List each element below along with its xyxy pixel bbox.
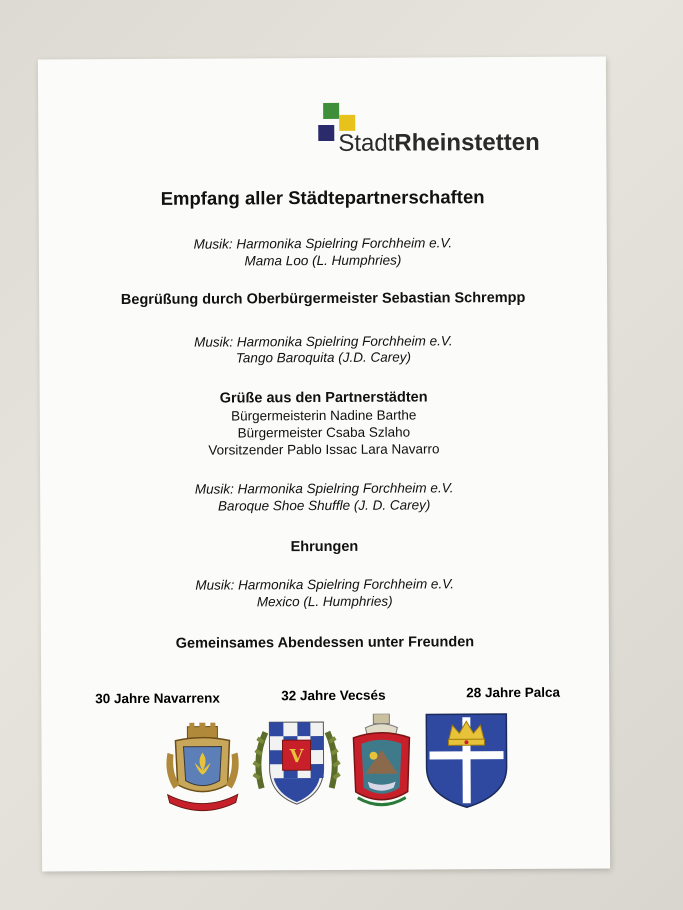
- logo-square-yellow: [339, 115, 355, 131]
- anniversary-vecses: 32 Jahre Vecsés: [281, 687, 386, 704]
- honors-heading: Ehrungen: [290, 538, 359, 556]
- navarrenx-crest-icon: [161, 722, 243, 814]
- logo-name-bold: Rheinstetten: [394, 128, 540, 157]
- logo-wordmark: [338, 129, 540, 158]
- stadt-rheinstetten-logo: [318, 102, 578, 163]
- anniversary-palca: 28 Jahre Palca: [466, 684, 561, 701]
- greeting-heading: Begrüßung durch Oberbürgermeister Sebastian Schrempp: [120, 289, 526, 309]
- partner-person-1: Bürgermeisterin Nadine Barthe: [231, 407, 417, 424]
- coats-of-arms: [161, 717, 512, 819]
- page-title: Empfang aller Städtepartnerschaften: [160, 186, 485, 209]
- partner-person-2: Bürgermeister Csaba Szlaho: [237, 424, 411, 441]
- music2-performer: Musik: Harmonika Spielring Forchheim e.V.: [194, 333, 453, 350]
- logo-square-green: [323, 103, 339, 119]
- logo-name-light: Stadt: [338, 129, 395, 157]
- music1-piece: Mama Loo (L. Humphries): [244, 252, 402, 269]
- partners-heading: Grüße aus den Partnerstädten: [219, 389, 428, 407]
- vecses-crest-letter: V: [289, 746, 304, 768]
- music1-performer: Musik: Harmonika Spielring Forchheim e.V.: [193, 235, 453, 252]
- document-page: [38, 57, 610, 872]
- music4-piece: Mexico (L. Humphries): [256, 593, 393, 610]
- vecses-crest-icon: [251, 718, 341, 812]
- anniversary-navarrenx: 30 Jahre Navarrenx: [95, 690, 220, 707]
- logo-square-navy: [318, 125, 334, 141]
- music3-performer: Musik: Harmonika Spielring Forchheim e.V.: [194, 480, 454, 497]
- partner-person-3: Vorsitzender Pablo Issac Lara Navarro: [208, 441, 440, 458]
- rheinstetten-crest-icon: [423, 711, 510, 809]
- dinner-heading: Gemeinsames Abendessen unter Freunden: [175, 634, 475, 652]
- music4-performer: Musik: Harmonika Spielring Forchheim e.V.: [195, 576, 454, 593]
- music2-piece: Tango Baroquita (J.D. Carey): [235, 349, 412, 366]
- palca-crest-icon: [343, 714, 420, 812]
- music3-piece: Baroque Shoe Shuffle (J. D. Carey): [217, 497, 431, 514]
